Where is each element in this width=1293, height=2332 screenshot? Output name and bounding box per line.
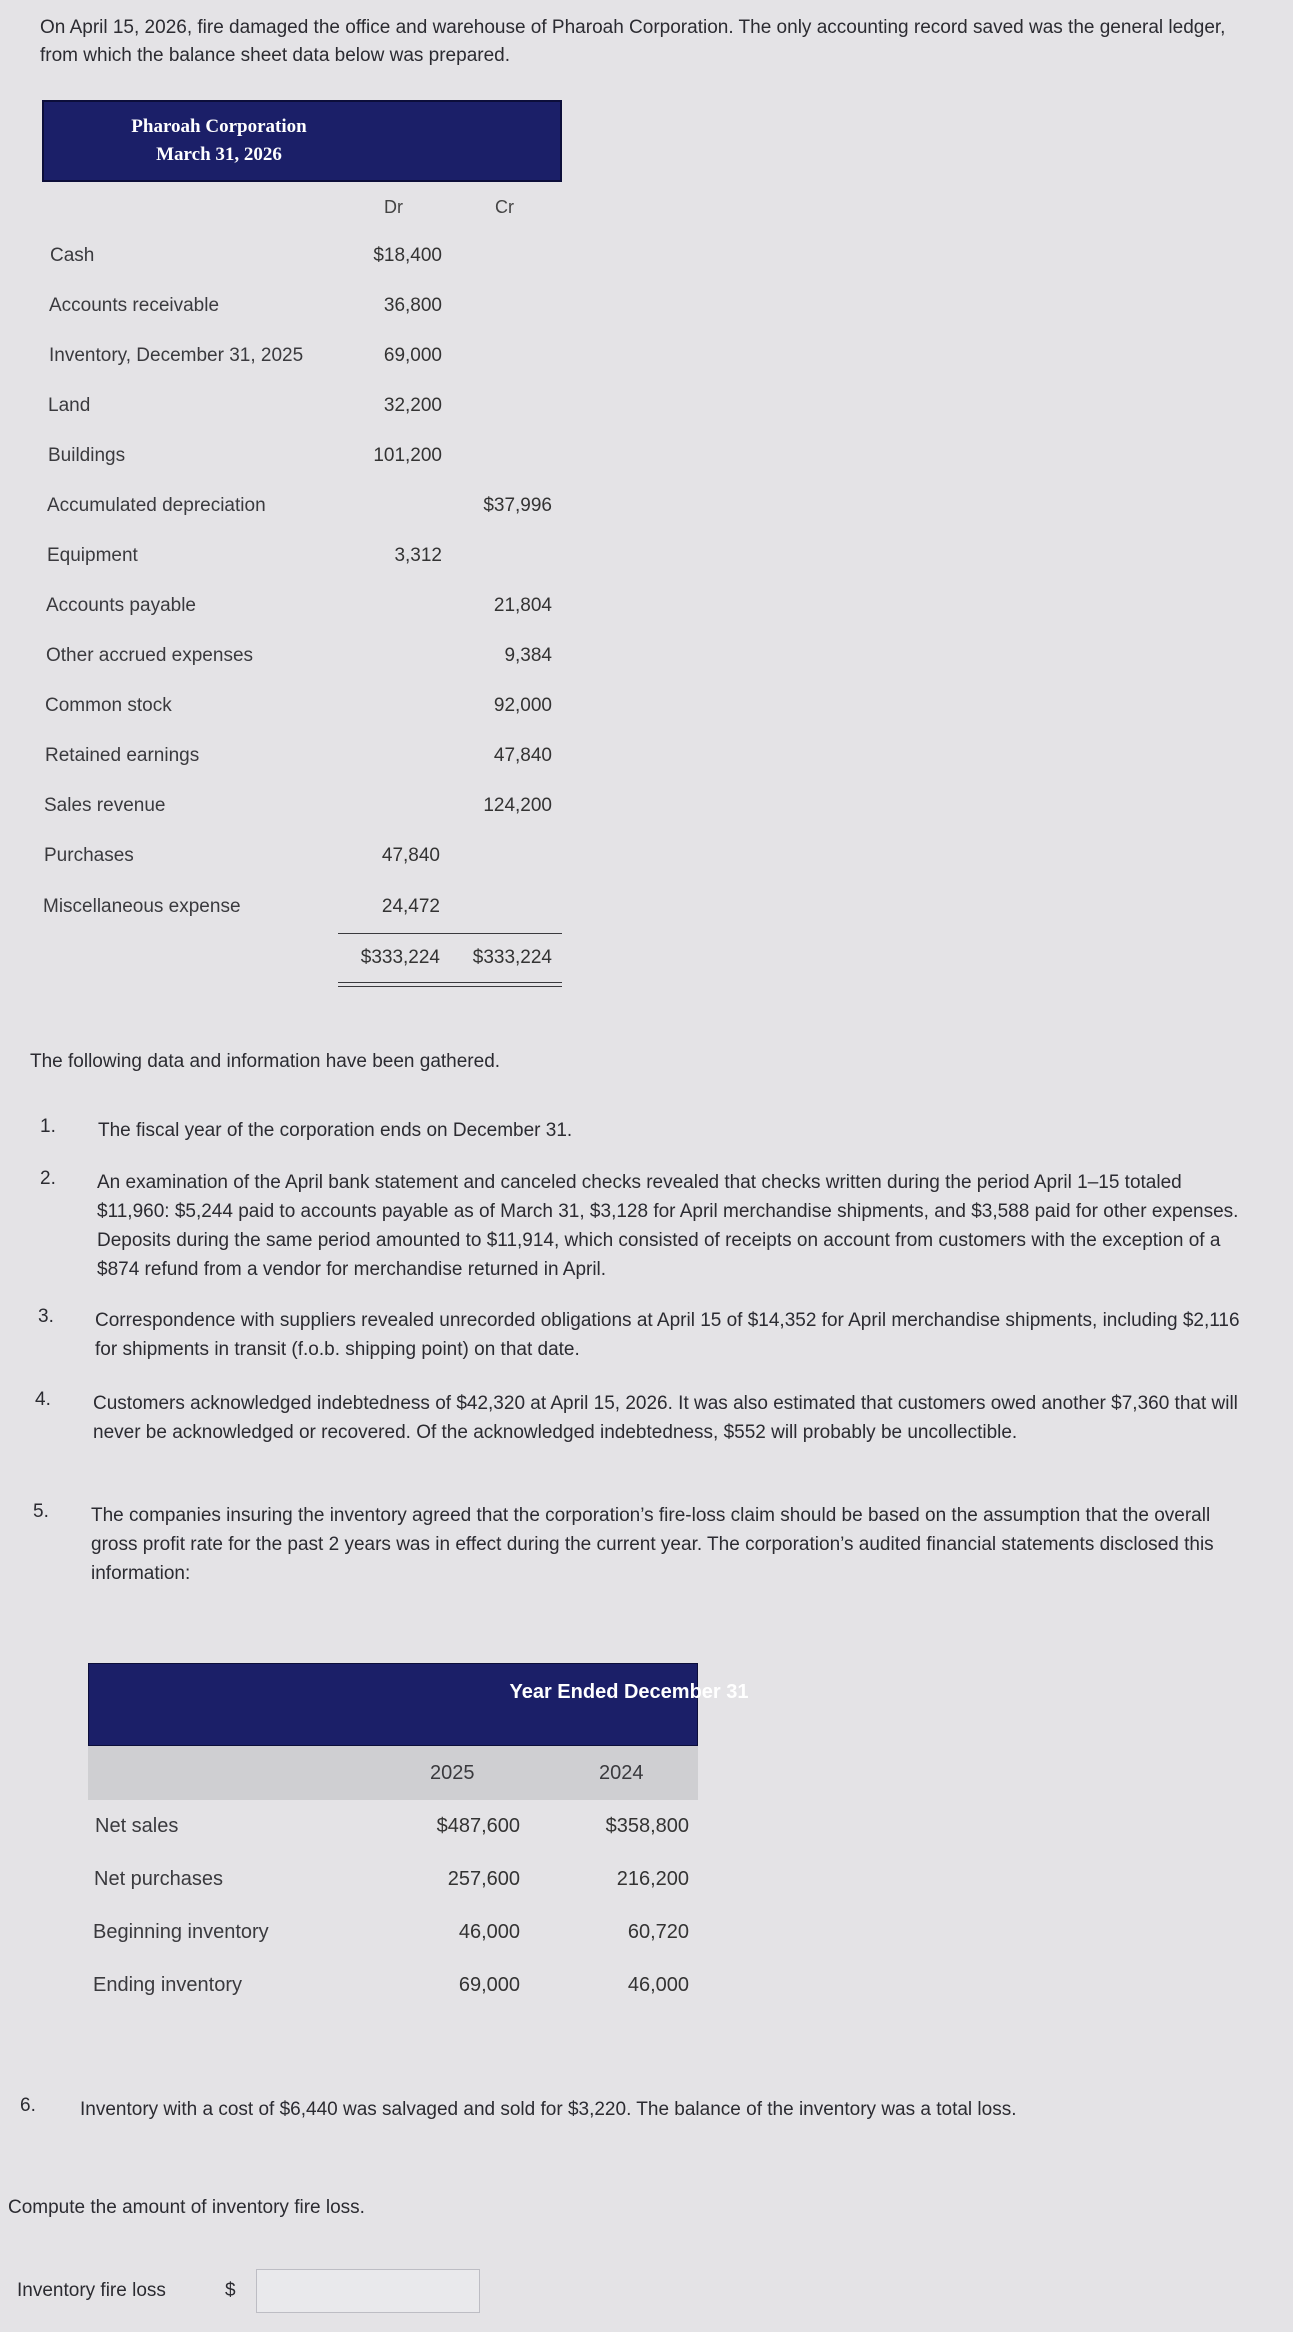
tb-row-label: Cash — [50, 245, 95, 266]
stats-row-2024: $358,800 — [605, 1815, 689, 1837]
tb-row-label: Sales revenue — [44, 795, 166, 816]
tb-row-label: Other accrued expenses — [46, 645, 254, 666]
total-double-rule-2 — [338, 986, 562, 987]
tb-row-label: Miscellaneous expense — [43, 896, 241, 917]
tb-row-cr: $37,996 — [483, 495, 552, 516]
answer-label: Inventory fire loss — [17, 2280, 166, 2301]
statement-date: March 31, 2026 — [156, 144, 282, 165]
tb-row-label: Inventory, December 31, 2025 — [49, 345, 304, 366]
year-2024-header: 2024 — [599, 1762, 644, 1784]
stats-row-2025: 257,600 — [447, 1868, 520, 1890]
stats-row-label: Beginning inventory — [93, 1921, 269, 1943]
company-name: Pharoah Corporation — [131, 116, 307, 137]
inventory-fire-loss-input[interactable] — [256, 2269, 480, 2313]
item-text: Inventory with a cost of $6,440 was salvaged and sold for $3,220. The balance of the inventory was a total loss. — [80, 2099, 1017, 2120]
tb-row-dr: 36,800 — [383, 295, 442, 316]
item-text: An examination of the April bank statement and canceled checks revealed that checks written during the period April 1–15 totaled $11,960: $5,244 paid to accounts payable as of March 31, $3,128 for April merchandise shipments, and $3,588 paid for other expenses. Deposits during the same period amounted to $11,914, which consisted of receipts on account from customers with the exception of a $874 refund from a vendor for merchandise returned in April. — [97, 1172, 1239, 1280]
tb-row-dr: 3,312 — [394, 545, 442, 566]
tb-row-label: Accounts payable — [46, 595, 196, 616]
tb-row-cr: 92,000 — [493, 695, 552, 716]
item-number: 6. — [20, 2095, 36, 2116]
tb-row-label: Buildings — [48, 445, 126, 466]
stats-row-label: Net purchases — [94, 1868, 223, 1890]
tb-row-cr: 47,840 — [493, 745, 552, 766]
item-number: 5. — [33, 1501, 49, 1522]
tb-row-label: Equipment — [47, 545, 138, 566]
cr-column-header: Cr — [495, 197, 514, 217]
year-ended-header: Year Ended December 31 — [509, 1681, 749, 1703]
tb-row-label: Accounts receivable — [49, 295, 220, 316]
stats-table-header — [88, 1663, 749, 1746]
stats-row-2025: 69,000 — [458, 1974, 520, 1996]
question-text: Compute the amount of inventory fire loss. — [8, 2197, 365, 2218]
total-rule-top — [338, 933, 562, 934]
trial-balance-header — [42, 100, 562, 182]
stats-row-label: Ending inventory — [93, 1974, 242, 1996]
tb-row-cr: 9,384 — [504, 645, 552, 666]
stats-row-label: Net sales — [95, 1815, 179, 1837]
tb-row-dr: 101,200 — [373, 445, 442, 466]
intro-paragraph: On April 15, 2026, fire damaged the office and warehouse of Pharoah Corporation. The only accounting record saved was the general ledger, from which the balance sheet data below was prepared. — [40, 17, 1226, 66]
item-number: 2. — [40, 1168, 56, 1189]
stats-row-2024: 60,720 — [627, 1921, 689, 1943]
total-double-rule-1 — [338, 982, 562, 983]
item-text: Correspondence with suppliers revealed unrecorded obligations at April 15 of $14,352 for April merchandise shipments, including $2,116 for shipments in transit (f.o.b. shipping point) on that date. — [95, 1310, 1240, 1360]
item-text: The fiscal year of the corporation ends on December 31. — [98, 1120, 573, 1141]
total-cr: $333,224 — [472, 947, 552, 968]
tb-row-dr: 32,200 — [383, 395, 442, 416]
stats-row-2025: 46,000 — [458, 1921, 520, 1943]
dr-column-header: Dr — [384, 197, 403, 217]
tb-row-cr: 21,804 — [493, 595, 552, 616]
tb-row-label: Accumulated depreciation — [47, 495, 266, 516]
stats-row-2024: 216,200 — [616, 1868, 689, 1890]
tb-row-label: Purchases — [44, 845, 134, 866]
tb-row-label: Common stock — [45, 695, 172, 716]
item-number: 3. — [38, 1306, 54, 1327]
tb-row-cr: 124,200 — [483, 795, 552, 816]
tb-row-dr: $18,400 — [373, 245, 442, 266]
total-dr: $333,224 — [360, 947, 440, 968]
item-number: 4. — [35, 1389, 51, 1410]
tb-row-label: Retained earnings — [45, 745, 200, 766]
tb-row-dr: 47,840 — [381, 845, 440, 866]
year-2025-header: 2025 — [430, 1762, 475, 1784]
stats-row-2025: $487,600 — [436, 1815, 520, 1837]
item-text: The companies insuring the inventory agreed that the corporation’s fire-loss claim should be based on the assumption that the overall gross profit rate for the past 2 years was in effect during the current year. The corporation’s audited financial statements disclosed this information: — [91, 1505, 1214, 1584]
item-number: 1. — [40, 1116, 56, 1137]
currency-symbol: $ — [225, 2280, 236, 2301]
item-text: Customers acknowledged indebtedness of $42,320 at April 15, 2026. It was also estimated that customers owed another $7,360 that will never be acknowledged or recovered. Of the acknowledged indebtedness, $552 will probably be uncollectible. — [93, 1393, 1238, 1443]
stats-row-2024: 46,000 — [627, 1974, 689, 1996]
tb-row-dr: 24,472 — [381, 896, 440, 917]
tb-row-dr: 69,000 — [383, 345, 442, 366]
tb-row-label: Land — [48, 395, 91, 416]
gathered-text: The following data and information have been gathered. — [30, 1051, 501, 1072]
